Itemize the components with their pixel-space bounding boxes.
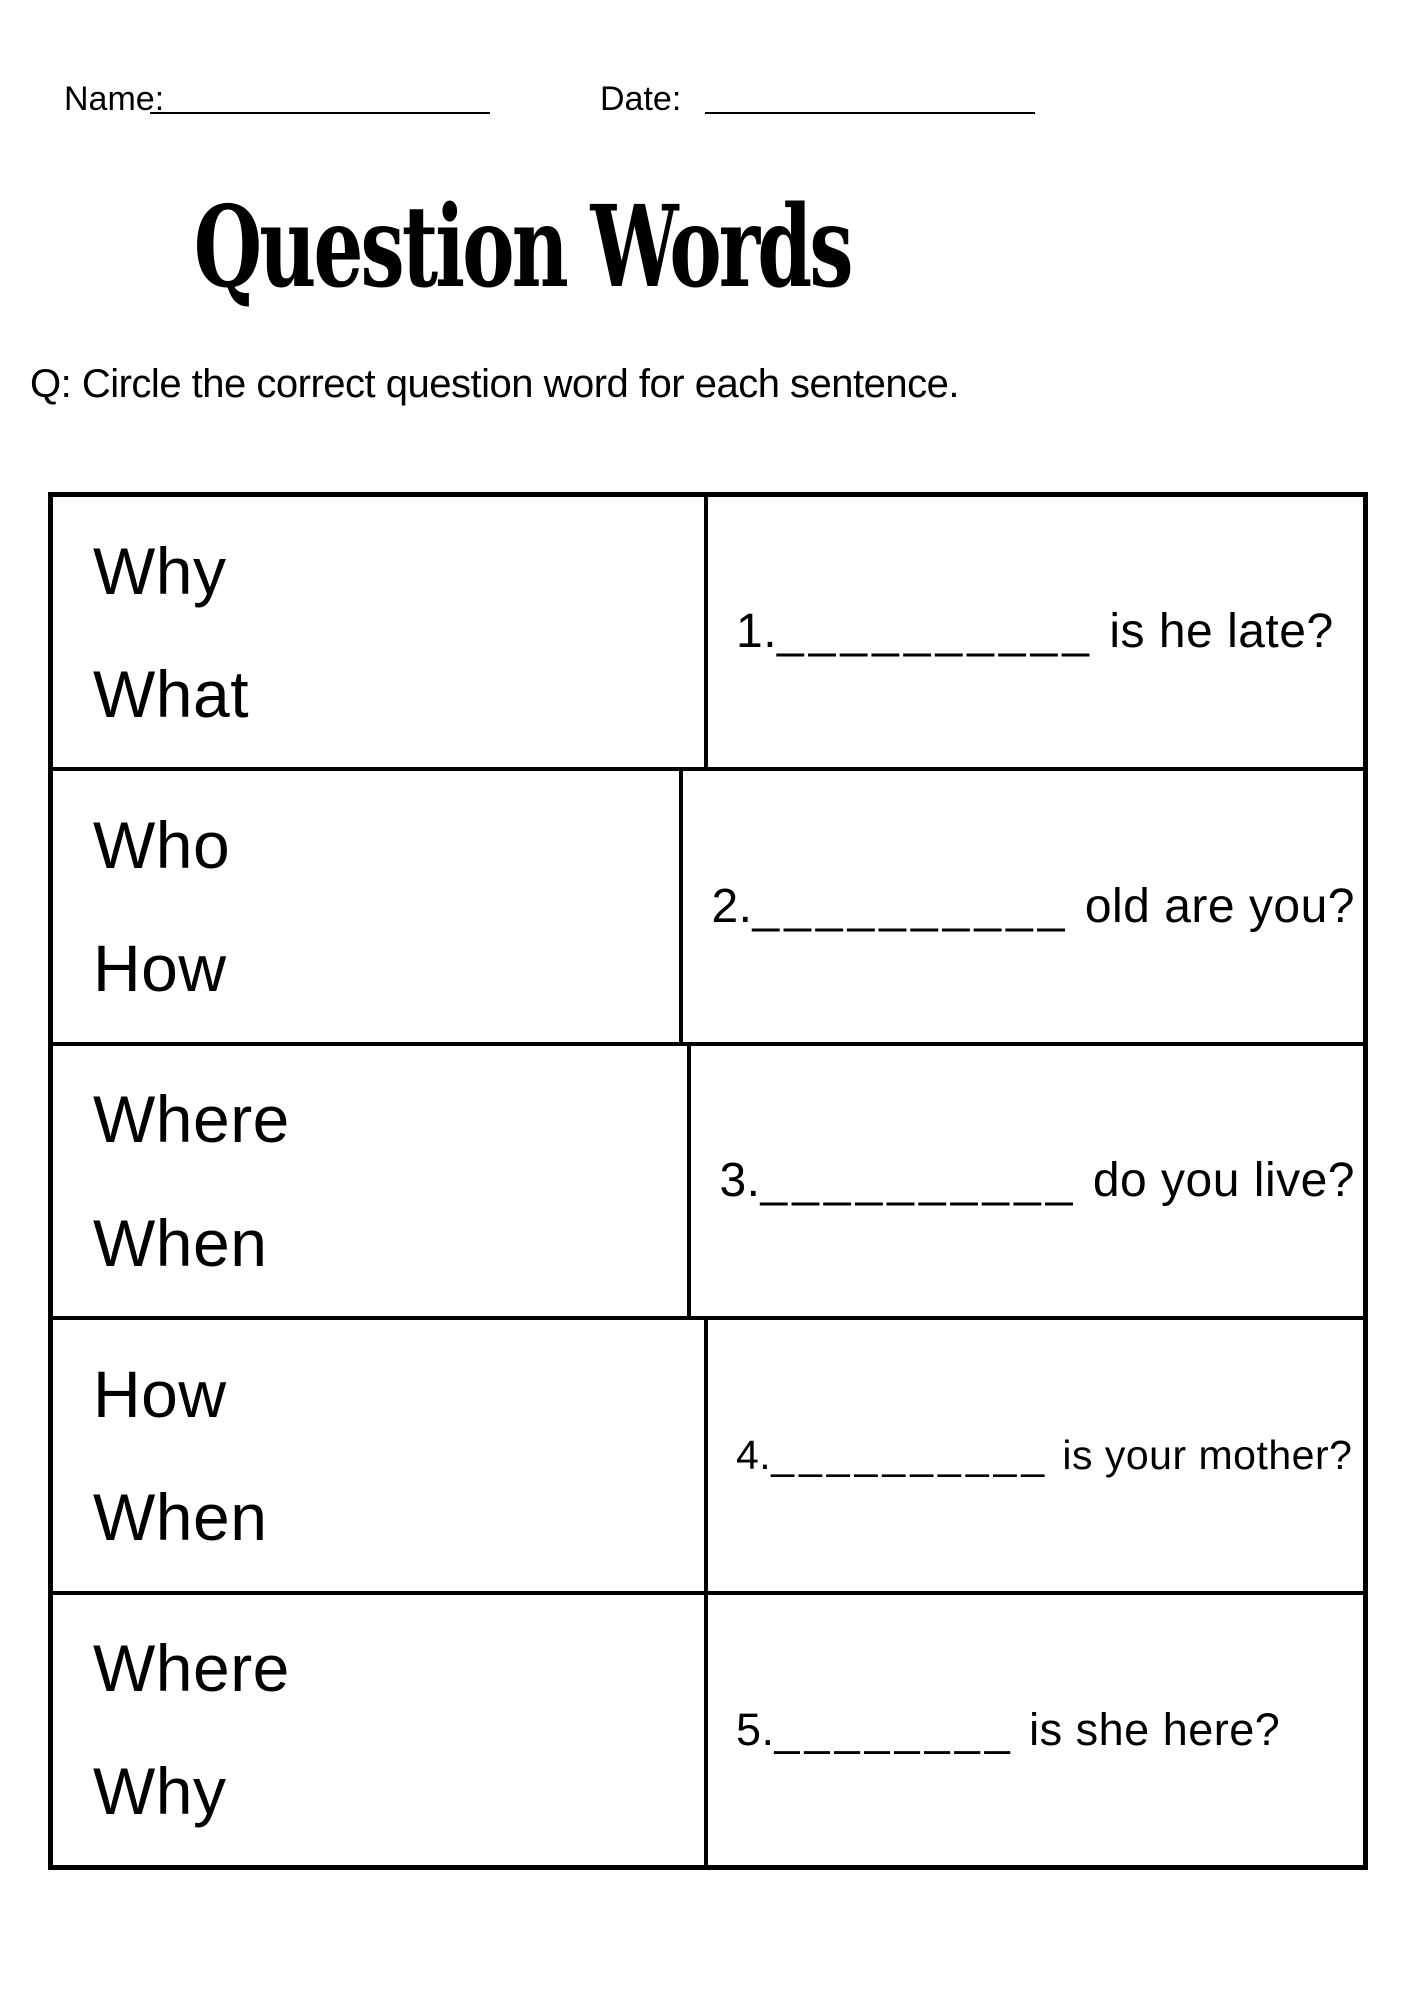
table-row bbox=[53, 1320, 1363, 1594]
name-write-line[interactable] bbox=[150, 112, 490, 114]
sentence-number: 5. bbox=[736, 1704, 775, 1756]
sentence-cell bbox=[708, 497, 1363, 767]
option-word[interactable]: How bbox=[93, 1356, 227, 1431]
page-title-wrap bbox=[0, 182, 1045, 313]
date-label: Date: bbox=[600, 80, 682, 118]
option-word[interactable]: When bbox=[93, 1205, 268, 1280]
page-title: Question Words bbox=[194, 182, 851, 313]
option-word[interactable]: Where bbox=[93, 1631, 290, 1706]
option-word[interactable]: Why bbox=[93, 1754, 227, 1829]
sentence-number: 3. bbox=[719, 1154, 761, 1208]
options-cell bbox=[53, 1046, 691, 1316]
sentence-rest: do you live? bbox=[1092, 1154, 1355, 1208]
worksheet-table bbox=[48, 492, 1368, 1870]
table-row bbox=[53, 1046, 1363, 1320]
table-row bbox=[53, 771, 1363, 1045]
sentence-rest: old are you? bbox=[1084, 879, 1355, 933]
sentence-text bbox=[711, 879, 1355, 933]
sentence-cell bbox=[708, 1320, 1363, 1590]
sentence-blank: __________ bbox=[777, 605, 1094, 659]
sentence-blank: __________ bbox=[752, 879, 1070, 933]
sentence-text bbox=[736, 1704, 1281, 1756]
options-cell bbox=[53, 1320, 708, 1590]
sentence-rest: is he late? bbox=[1109, 605, 1334, 659]
date-write-line[interactable] bbox=[705, 112, 1035, 114]
option-word[interactable]: Who bbox=[93, 808, 231, 882]
sentence-number: 2. bbox=[711, 879, 753, 933]
options-cell bbox=[53, 1595, 708, 1865]
name-label: Name: bbox=[64, 80, 165, 118]
option-word[interactable]: Why bbox=[93, 533, 227, 608]
sentence-blank: __________ bbox=[760, 1154, 1078, 1208]
sentence-text bbox=[719, 1154, 1355, 1208]
sentence-blank: __________ bbox=[771, 1431, 1050, 1478]
options-cell bbox=[53, 497, 708, 767]
table-row bbox=[53, 497, 1363, 771]
sentence-rest: is your mother? bbox=[1062, 1431, 1353, 1478]
options-cell bbox=[53, 771, 683, 1041]
sentence-cell bbox=[691, 1046, 1363, 1316]
sentence-text bbox=[736, 1431, 1353, 1478]
sentence-number: 1. bbox=[736, 605, 778, 659]
sentence-cell bbox=[683, 771, 1363, 1041]
table-row bbox=[53, 1595, 1363, 1865]
instruction-text: Q: Circle the correct question word for each sentence. bbox=[30, 362, 960, 406]
sentence-text bbox=[736, 605, 1334, 659]
sentence-number: 4. bbox=[736, 1431, 772, 1478]
option-word[interactable]: When bbox=[93, 1480, 268, 1555]
sentence-rest: is she here? bbox=[1029, 1704, 1281, 1756]
sentence-cell bbox=[708, 1595, 1363, 1865]
sentence-blank: ________ bbox=[774, 1704, 1015, 1756]
option-word[interactable]: Where bbox=[93, 1082, 290, 1157]
option-word[interactable]: What bbox=[93, 656, 250, 731]
option-word[interactable]: How bbox=[93, 931, 227, 1006]
